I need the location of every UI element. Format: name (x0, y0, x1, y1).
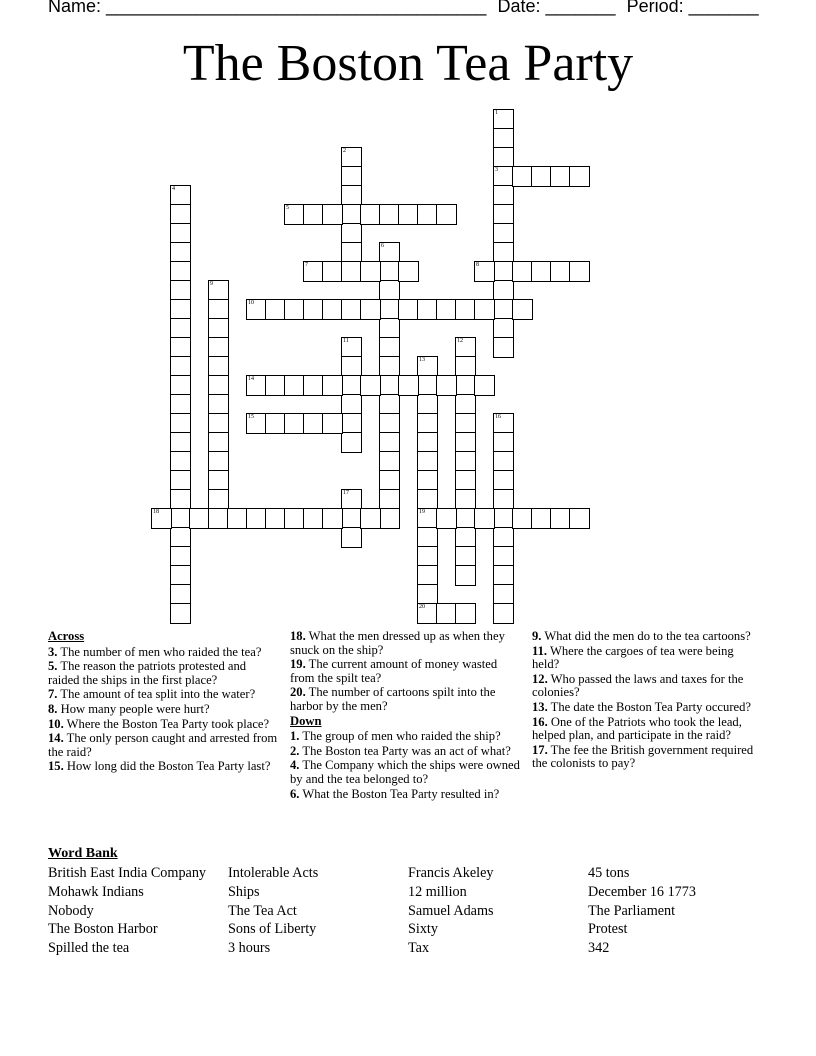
grid-cell[interactable] (246, 508, 267, 529)
clue-text: The Boston tea Party was an act of what? (299, 743, 511, 758)
clue-number: 2 (343, 148, 346, 154)
down-clue (290, 759, 522, 786)
clue-number: 17 (343, 490, 349, 496)
grid-cell[interactable] (417, 413, 438, 434)
word-bank-column (228, 864, 318, 958)
grid-cell[interactable] (170, 280, 191, 301)
down-clue (290, 745, 522, 759)
grid-cell[interactable] (284, 413, 305, 434)
grid-cell[interactable] (208, 508, 229, 529)
grid-cell[interactable] (417, 508, 438, 529)
clues-column-2 (290, 630, 522, 802)
grid-cell[interactable] (341, 147, 362, 168)
grid-cell[interactable] (265, 413, 286, 434)
grid-cell[interactable] (417, 356, 438, 377)
grid-cell[interactable] (531, 166, 552, 187)
clue-number: 14 (248, 376, 254, 382)
grid-cell[interactable] (379, 489, 400, 510)
grid-cell[interactable] (322, 204, 343, 225)
grid-cell[interactable] (170, 413, 191, 434)
clue-number: 18. (290, 629, 306, 643)
clue-number: 1. (290, 729, 300, 744)
grid-cell[interactable] (170, 375, 191, 396)
grid-cell[interactable] (379, 413, 400, 434)
grid-cell[interactable] (417, 584, 438, 605)
grid-cell[interactable] (436, 603, 457, 624)
grid-cell[interactable] (208, 432, 229, 453)
grid-cell[interactable] (493, 565, 514, 586)
word-bank-item: Mohawk Indians (48, 883, 144, 900)
clue-number: 20. (290, 685, 306, 700)
grid-cell[interactable] (417, 565, 438, 586)
grid-cell[interactable] (379, 204, 400, 225)
grid-cell[interactable] (493, 413, 514, 434)
clue-text: The only person caught and arrested from the raid? (48, 731, 278, 759)
grid-cell[interactable] (170, 508, 191, 529)
grid-cell[interactable] (493, 318, 514, 339)
clue-section-heading: Down (290, 713, 322, 728)
grid-cell[interactable] (398, 261, 419, 282)
grid-cell[interactable] (246, 375, 267, 396)
grid-cell[interactable] (303, 204, 324, 225)
grid-cell[interactable] (455, 546, 476, 567)
grid-cell[interactable] (322, 261, 343, 282)
grid-cell[interactable] (512, 299, 533, 320)
word-bank-item: Sons of Liberty (228, 921, 317, 938)
grid-cell[interactable] (379, 242, 400, 263)
name-field[interactable]: Name: ______________________________________ (48, 0, 487, 16)
word-bank-item: Samuel Adams (408, 902, 494, 919)
grid-cell[interactable] (474, 375, 495, 396)
grid-cell[interactable] (341, 489, 362, 510)
grid-cell[interactable] (455, 470, 476, 491)
clue-number: 2. (290, 743, 300, 758)
clue-number: 12. (532, 671, 548, 686)
across-clue (48, 660, 280, 687)
clue-text: Who passed the laws and taxes for the colonies? (532, 671, 744, 700)
grid-cell[interactable] (493, 508, 514, 529)
clue-text: The number of men who raided the tea? (57, 644, 262, 659)
clue-number: 9. (532, 629, 542, 643)
grid-cell[interactable] (493, 204, 514, 225)
grid-cell[interactable] (227, 508, 248, 529)
grid-cell[interactable] (341, 356, 362, 377)
grid-cell[interactable] (417, 489, 438, 510)
clue-number: 15 (248, 414, 254, 420)
across-clue (48, 646, 280, 660)
down-clue (532, 673, 756, 700)
word-bank-column (48, 864, 206, 958)
grid-cell[interactable] (493, 527, 514, 548)
grid-cell[interactable] (208, 318, 229, 339)
grid-cell[interactable] (170, 546, 191, 567)
grid-cell[interactable] (208, 299, 229, 320)
grid-cell[interactable] (550, 508, 571, 529)
grid-cell[interactable] (379, 356, 400, 377)
grid-cell[interactable] (303, 299, 324, 320)
word-bank-column (588, 864, 696, 958)
grid-cell[interactable] (322, 299, 343, 320)
clue-text: Where the Boston Tea Party took place? (63, 716, 270, 731)
grid-cell[interactable] (417, 546, 438, 567)
clue-number: 18 (153, 509, 159, 515)
clue-text: What did the men do to the tea cartoons? (541, 629, 751, 643)
grid-cell[interactable] (493, 546, 514, 567)
grid-cell[interactable] (379, 394, 400, 415)
clue-number: 17. (532, 742, 548, 757)
grid-cell[interactable] (208, 337, 229, 358)
word-bank-item: 12 million (408, 883, 467, 900)
grid-cell[interactable] (246, 299, 267, 320)
grid-cell[interactable] (512, 508, 533, 529)
clue-text: What the Boston Tea Party resulted in? (299, 786, 500, 801)
grid-cell[interactable] (170, 242, 191, 263)
grid-cell[interactable] (379, 470, 400, 491)
grid-cell[interactable] (379, 451, 400, 472)
grid-cell[interactable] (455, 603, 476, 624)
clue-number: 11. (532, 643, 548, 658)
grid-cell[interactable] (455, 451, 476, 472)
grid-cell[interactable] (303, 413, 324, 434)
grid-cell[interactable] (493, 299, 514, 320)
clue-number: 9 (210, 281, 213, 287)
grid-cell[interactable] (493, 603, 514, 624)
clue-text: What the men dressed up as when they snuck on the ship? (290, 629, 505, 657)
grid-cell[interactable] (265, 508, 286, 529)
grid-cell[interactable] (493, 451, 514, 472)
word-bank-item: Sixty (408, 921, 438, 938)
grid-cell[interactable] (208, 375, 229, 396)
grid-cell[interactable] (170, 337, 191, 358)
grid-cell[interactable] (417, 470, 438, 491)
word-bank-item: 342 (588, 940, 610, 957)
grid-cell[interactable] (455, 356, 476, 377)
grid-cell[interactable] (208, 470, 229, 491)
grid-cell[interactable] (417, 432, 438, 453)
grid-cell[interactable] (493, 109, 514, 130)
grid-cell[interactable] (284, 299, 305, 320)
word-bank-item: Intolerable Acts (228, 865, 319, 881)
clue-number: 12 (457, 338, 463, 344)
grid-cell[interactable] (170, 394, 191, 415)
grid-cell[interactable] (284, 204, 305, 225)
clue-number: 3 (495, 167, 498, 173)
grid-cell[interactable] (436, 375, 457, 396)
grid-cell[interactable] (341, 261, 362, 282)
grid-cell[interactable] (417, 527, 438, 548)
grid-cell[interactable] (493, 128, 514, 149)
grid-cell[interactable] (493, 470, 514, 491)
across-clue (48, 703, 280, 717)
word-bank-item: The Parliament (588, 902, 676, 919)
grid-cell[interactable] (436, 508, 457, 529)
grid-cell[interactable] (341, 413, 362, 434)
clue-number: 4. (290, 758, 300, 773)
clue-text: The number of cartoons spilt into the harbor by the men? (290, 685, 496, 713)
clue-text: Where the cargoes of tea were being held? (532, 643, 734, 672)
clue-number: 15. (48, 759, 64, 774)
grid-cell[interactable] (170, 470, 191, 491)
grid-cell[interactable] (341, 185, 362, 206)
down-clue (532, 744, 756, 771)
clue-number: 16. (532, 714, 548, 729)
grid-cell[interactable] (417, 204, 438, 225)
grid-cell[interactable] (170, 584, 191, 605)
clue-number: 1 (495, 110, 498, 116)
clue-number: 7 (305, 262, 308, 268)
grid-cell[interactable] (265, 375, 286, 396)
across-clue (290, 630, 522, 657)
across-clue (48, 732, 280, 759)
grid-cell[interactable] (360, 299, 381, 320)
grid-cell[interactable] (493, 432, 514, 453)
grid-cell[interactable] (341, 432, 362, 453)
grid-cell[interactable] (170, 318, 191, 339)
grid-cell[interactable] (512, 166, 533, 187)
grid-cell[interactable] (322, 375, 343, 396)
word-bank-item: 45 tons (588, 865, 630, 881)
grid-cell[interactable] (208, 489, 229, 510)
clue-number: 6 (381, 243, 384, 249)
grid-cell[interactable] (341, 242, 362, 263)
grid-cell[interactable] (341, 299, 362, 320)
clue-number: 19 (419, 509, 425, 515)
grid-cell[interactable] (284, 508, 305, 529)
grid-cell[interactable] (493, 185, 514, 206)
grid-cell[interactable] (455, 565, 476, 586)
grid-cell[interactable] (493, 223, 514, 244)
clue-text: The date the Boston Tea Party occured? (547, 699, 751, 714)
word-bank-item: 3 hours (228, 940, 271, 957)
grid-cell[interactable] (493, 147, 514, 168)
down-clue (290, 788, 522, 802)
grid-cell[interactable] (531, 261, 552, 282)
grid-cell[interactable] (569, 261, 590, 282)
clue-number: 5 (286, 205, 289, 211)
across-clue (290, 686, 522, 713)
grid-cell[interactable] (303, 508, 324, 529)
clue-number: 4 (172, 186, 175, 192)
grid-cell[interactable] (170, 223, 191, 244)
grid-cell[interactable] (265, 299, 286, 320)
grid-cell[interactable] (170, 432, 191, 453)
word-bank-item: Spilled the tea (48, 940, 130, 957)
clue-number: 13. (532, 699, 548, 714)
grid-cell[interactable] (493, 242, 514, 263)
grid-cell[interactable] (341, 166, 362, 187)
clue-number: 16 (495, 414, 501, 420)
grid-cell[interactable] (341, 375, 362, 396)
grid-cell[interactable] (417, 375, 438, 396)
grid-cell[interactable] (341, 204, 362, 225)
grid-cell[interactable] (493, 280, 514, 301)
word-bank-item: The Tea Act (228, 902, 297, 919)
grid-cell[interactable] (303, 261, 324, 282)
period-field[interactable]: Period: _______ (626, 0, 759, 16)
clue-text: How long did the Boston Tea Party last? (63, 759, 271, 774)
word-bank-item: Ships (228, 883, 260, 900)
word-bank-item: Nobody (48, 902, 94, 919)
grid-cell[interactable] (417, 451, 438, 472)
grid-cell[interactable] (455, 432, 476, 453)
across-clue (48, 760, 280, 774)
grid-cell[interactable] (379, 280, 400, 301)
clues-column-3 (532, 630, 756, 772)
date-field[interactable]: Date: _______ (497, 0, 616, 16)
grid-cell[interactable] (417, 299, 438, 320)
grid-cell[interactable] (246, 413, 267, 434)
grid-cell[interactable] (455, 508, 476, 529)
grid-cell[interactable] (151, 508, 172, 529)
grid-cell[interactable] (379, 318, 400, 339)
word-bank-column (408, 864, 494, 958)
grid-cell[interactable] (455, 413, 476, 434)
grid-cell[interactable] (208, 413, 229, 434)
down-clue (290, 730, 522, 744)
grid-cell[interactable] (170, 204, 191, 225)
clue-number: 3. (48, 644, 58, 659)
grid-cell[interactable] (341, 223, 362, 244)
word-bank-item: British East India Company (48, 865, 207, 881)
grid-cell[interactable] (360, 508, 381, 529)
grid-cell[interactable] (493, 166, 514, 187)
grid-cell[interactable] (493, 337, 514, 358)
grid-cell[interactable] (170, 489, 191, 510)
clue-number: 10 (248, 300, 254, 306)
clue-number: 10. (48, 716, 64, 731)
grid-cell[interactable] (398, 299, 419, 320)
down-clue (532, 630, 756, 644)
grid-cell[interactable] (208, 394, 229, 415)
grid-cell[interactable] (379, 375, 400, 396)
across-clue (290, 658, 522, 685)
clue-number: 20 (419, 604, 425, 610)
grid-cell[interactable] (455, 527, 476, 548)
grid-cell[interactable] (531, 508, 552, 529)
grid-cell[interactable] (455, 394, 476, 415)
grid-cell[interactable] (379, 299, 400, 320)
grid-cell[interactable] (341, 337, 362, 358)
grid-cell[interactable] (455, 489, 476, 510)
grid-cell[interactable] (170, 299, 191, 320)
grid-cell[interactable] (360, 375, 381, 396)
down-clue (532, 701, 756, 715)
grid-cell[interactable] (379, 337, 400, 358)
grid-cell[interactable] (208, 356, 229, 377)
grid-cell[interactable] (493, 584, 514, 605)
clue-number: 5. (48, 659, 58, 674)
grid-cell[interactable] (341, 508, 362, 529)
down-clue (532, 716, 756, 743)
grid-cell[interactable] (170, 565, 191, 586)
word-bank-item: Tax (408, 940, 430, 957)
word-bank-item: Francis Akeley (408, 865, 494, 881)
grid-cell[interactable] (170, 261, 191, 282)
grid-cell[interactable] (322, 413, 343, 434)
clue-text: The reason the patriots protested and raided the ships in the first place? (48, 659, 247, 687)
grid-cell[interactable] (360, 261, 381, 282)
grid-cell[interactable] (360, 204, 381, 225)
grid-cell[interactable] (474, 261, 495, 282)
clue-number: 7. (48, 687, 58, 702)
clue-number: 13 (419, 357, 425, 363)
down-clue (532, 645, 756, 672)
word-bank-item: The Boston Harbor (48, 921, 158, 938)
grid-cell[interactable] (379, 261, 400, 282)
clue-number: 14. (48, 731, 64, 746)
grid-cell[interactable] (455, 299, 476, 320)
grid-cell[interactable] (170, 603, 191, 624)
clue-number: 8 (476, 262, 479, 268)
clue-text: How many people were hurt? (57, 701, 210, 716)
word-bank-item: Protest (588, 921, 628, 938)
grid-cell[interactable] (512, 261, 533, 282)
grid-cell[interactable] (341, 394, 362, 415)
word-bank-heading: Word Bank (48, 846, 118, 861)
grid-cell[interactable] (569, 508, 590, 529)
clue-text: The current amount of money wasted from the spilt tea? (290, 657, 498, 685)
grid-cell[interactable] (417, 394, 438, 415)
grid-cell[interactable] (284, 375, 305, 396)
clue-text: The group of men who raided the ship? (299, 729, 501, 744)
across-clue (48, 718, 280, 732)
word-bank-item: December 16 1773 (588, 883, 696, 900)
grid-cell[interactable] (208, 451, 229, 472)
grid-cell[interactable] (170, 527, 191, 548)
grid-cell[interactable] (208, 280, 229, 301)
clue-section-heading: Across (48, 629, 85, 643)
grid-cell[interactable] (170, 185, 191, 206)
grid-cell[interactable] (379, 432, 400, 453)
grid-cell[interactable] (493, 261, 514, 282)
grid-cell[interactable] (379, 508, 400, 529)
clue-text: The amount of tea split into the water? (57, 687, 256, 702)
clue-text: One of the Patriots who took the lead, helped plan, and participate in the raid? (532, 714, 742, 743)
grid-cell[interactable] (170, 451, 191, 472)
clue-number: 11 (343, 338, 349, 344)
grid-cell[interactable] (398, 375, 419, 396)
grid-cell[interactable] (550, 261, 571, 282)
clue-text: The fee the British government required the colonists to pay? (532, 742, 754, 771)
grid-cell[interactable] (436, 299, 457, 320)
grid-cell[interactable] (436, 204, 457, 225)
clue-text: The Company which the ships were owned by and the tea belonged to? (290, 758, 520, 786)
grid-cell[interactable] (474, 299, 495, 320)
grid-cell[interactable] (493, 489, 514, 510)
clue-number: 6. (290, 786, 300, 801)
clue-number: 8. (48, 701, 58, 716)
grid-cell[interactable] (417, 603, 438, 624)
grid-cell[interactable] (455, 337, 476, 358)
grid-cell[interactable] (303, 375, 324, 396)
grid-cell[interactable] (455, 375, 476, 396)
grid-cell[interactable] (569, 166, 590, 187)
grid-cell[interactable] (322, 508, 343, 529)
across-clue (48, 688, 280, 702)
clue-number: 19. (290, 657, 306, 672)
clues-column-1 (48, 630, 280, 775)
page-title: The Boston Tea Party (182, 35, 634, 92)
grid-cell[interactable] (550, 166, 571, 187)
grid-cell[interactable] (189, 508, 210, 529)
grid-cell[interactable] (170, 356, 191, 377)
grid-cell[interactable] (341, 527, 362, 548)
grid-cell[interactable] (474, 508, 495, 529)
grid-cell[interactable] (398, 204, 419, 225)
